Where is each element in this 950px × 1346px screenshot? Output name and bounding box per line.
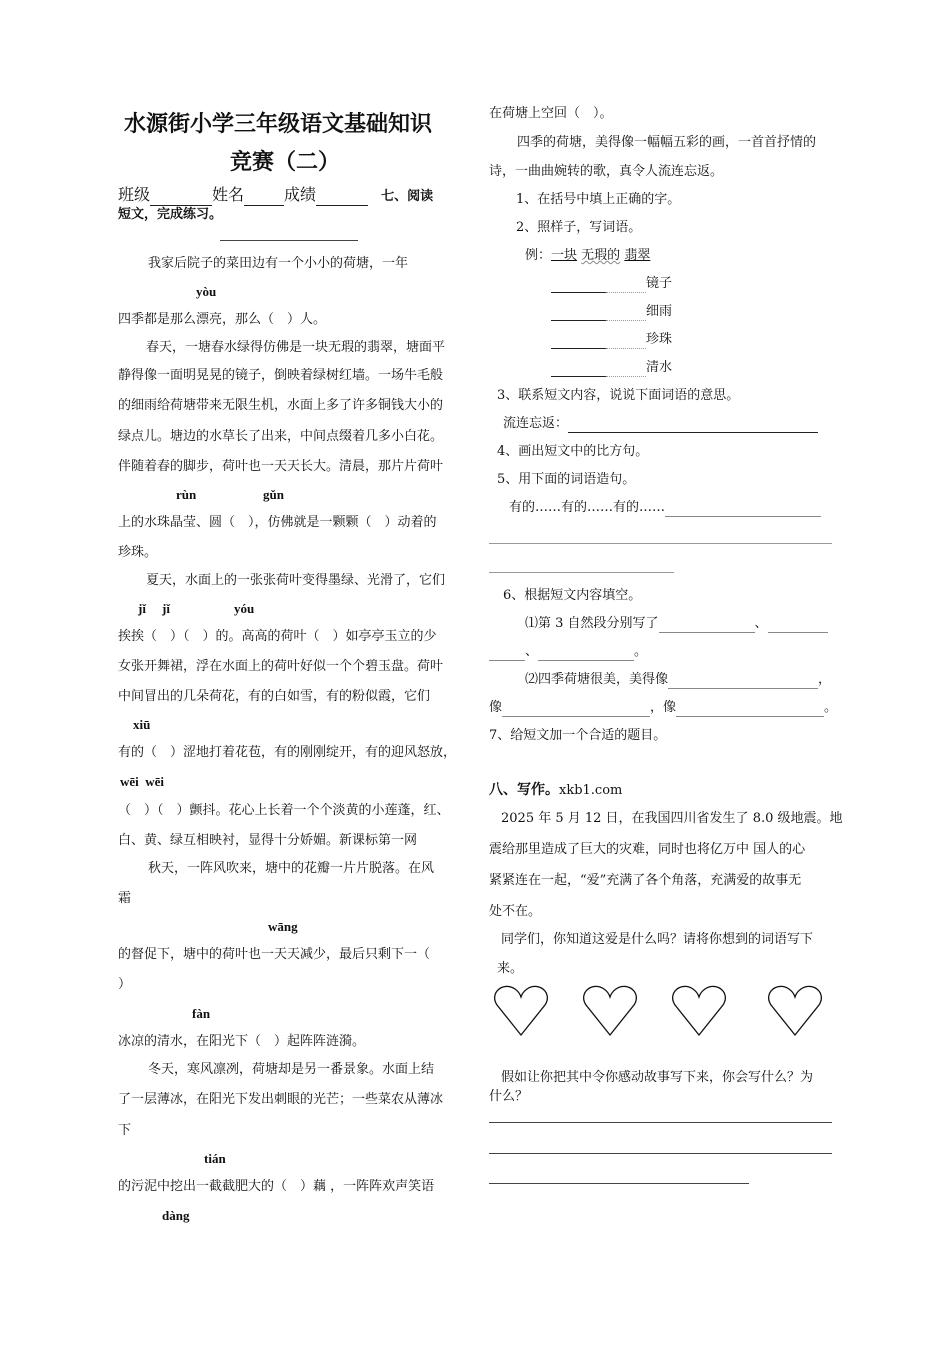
class-blank[interactable] [150,191,212,206]
q6-blank[interactable] [676,702,824,717]
question-2: 2、照样子，写词语。 [516,220,642,235]
writing-answer-line[interactable] [489,1183,749,1184]
q2-blank-wavy[interactable] [606,362,646,377]
section7-heading-b: 短文，完成练习。 [118,207,223,222]
q2-word: 珍珠 [646,332,673,347]
passage-line: 珍珠。 [118,545,158,560]
pinyin-wei: wēi wēi [120,774,165,789]
q6-2-row [525,671,831,689]
passage-line: 挨挨（ ）（ ）的。高高的荷叶（ ）如亭亭玉立的少 [118,629,437,644]
passage-line: 绿点儿。塘边的水草长了出来，中间点缀着几多小白花。 [118,429,444,444]
title-blank-line[interactable] [220,240,358,241]
q5-row [509,499,821,517]
question-4: 4、画出短文中的比方句。 [497,444,649,459]
q2-item [551,303,672,321]
writing-text: 假如让你把其中令你感动故事写下来，你会写什么？为 [501,1070,814,1085]
passage-line: 秋天，一阵风吹来，塘中的花瓣一片片脱落。在风 [148,861,435,876]
pinyin-you2: yóu [234,601,255,616]
example-part: 一块 [551,248,578,263]
section7-heading-a: 七、阅读 [381,189,434,204]
site-text: xkb1.com [559,783,623,798]
pinyin-run: rùn [176,487,197,502]
q2-blank[interactable] [551,362,606,377]
question-6: 6、根据短文内容填空。 [503,588,642,603]
passage-line: 诗，一曲曲婉转的歌，真令人流连忘返。 [489,164,724,179]
writing-text: 处不在。 [489,904,542,919]
question-1: 1、在括号中填上正确的字。 [516,192,681,207]
q3-row [503,415,818,433]
q2-word: 清水 [646,360,673,375]
q2-blank-wavy[interactable] [606,306,646,321]
score-blank[interactable] [316,191,368,206]
passage-line: 的督促下，塘中的荷叶也一天天减少，最后只剩下一（ [118,947,431,962]
q6-1-text: ⑴第 3 自然段分别写了 [525,616,659,631]
q6-sep: 、 [754,616,768,631]
passage-line: 霜 [118,891,132,906]
passage-line: 下 [118,1123,132,1138]
q6-blank[interactable] [659,618,755,633]
name-label: 姓名 [212,185,245,204]
passage-line: 冬天，寒风凛冽，荷塘却是另一番景象。水面上结 [148,1062,435,1077]
q6-blank[interactable] [668,674,818,689]
score-label: 成绩 [284,185,317,204]
passage-line: 上的水珠晶莹、圆（ ），仿佛就是一颗颗（ ）动着的 [118,515,437,530]
writing-text: 同学们，你知道这爱是什么吗？请将你想到的词语写下 [501,932,814,947]
q2-blank[interactable] [551,334,606,349]
heart-icon[interactable] [767,983,823,1037]
passage-line: 静得像一面明晃晃的镜子，倒映着绿树红墙。一场牛毛般 [118,368,444,383]
q2-item [551,275,672,293]
writing-text: 2025 年 5 月 12 日，在我国四川省发生了 8.0 级地震。地 [501,811,843,826]
passage-line: 在荷塘上空回（ ）。 [489,106,613,121]
q2-blank-wavy[interactable] [606,278,646,293]
q6-1-row2 [489,643,647,661]
q5-answer-line[interactable] [489,543,832,544]
q5-blank[interactable] [665,502,821,517]
passage-line: 白、黄、绿互相映衬，显得十分娇媚。新课标第一网 [118,833,418,848]
q3-blank[interactable] [568,418,818,433]
q2-item [551,331,672,349]
q6-2-text: ⑵四季荷塘很美，美得像 [525,672,669,687]
q6-2-row2 [489,699,837,717]
passage-line: 冰凉的清水，在阳光下（ ）起阵阵涟漪。 [118,1034,366,1049]
pinyin-ji: jǐ [162,601,170,616]
passage-line: 的污泥中挖出一截截肥大的（ ）藕 ，一阵阵欢声笑语 [118,1179,435,1194]
writing-text: 震给那里造成了巨大的灾难，同时也将亿万中 国人的心 [489,842,806,857]
class-label: 班级 [118,185,151,204]
q6-blank[interactable] [538,646,634,661]
pinyin-fan: fàn [192,1006,211,1021]
q6-sep: 、 [525,644,539,659]
passage-line: 四季都是那么漂亮，那么（ ）人。 [118,312,327,327]
heart-icon[interactable] [582,983,638,1037]
passage-line: 伴随着春的脚步，荷叶也一天天长大。清晨，那片片荷叶 [118,459,444,474]
pinyin-xiu: xiū [133,717,151,732]
pinyin-gun: gǔn [263,487,284,502]
writing-text: 紧紧连在一起，“爱”充满了各个角落，充满爱的故事无 [489,873,802,888]
passage-line: 了一层薄冰，在阳光下发出刺眼的光芒；一些菜农从薄冰 [118,1092,444,1107]
q6-comma: ， [818,672,832,687]
q5-words: 有的……有的……有的…… [509,500,666,515]
writing-text: 来。 [497,961,524,976]
header-row [118,186,433,206]
example-part: 翡翠 [624,248,651,263]
q2-word: 细雨 [646,304,673,319]
pinyin-tian: tián [204,1151,226,1166]
heart-icon[interactable] [493,983,549,1037]
question-3: 3、联系短文内容，说说下面词语的意思。 [497,388,740,403]
pinyin-you: yòu [196,284,217,299]
passage-line: ） [118,977,132,992]
q3-word: 流连忘返： [503,416,569,431]
passage-line: （ ）（ ）颤抖。花心上长着一个个淡黄的小莲蓬，红、 [118,803,450,818]
q6-like: 像 [489,700,503,715]
pinyin-wang: wāng [268,919,298,934]
writing-text: 什么？ [489,1089,529,1104]
section8-heading [489,781,622,800]
q2-blank-wavy[interactable] [606,334,646,349]
passage-line: 四季的荷塘，美得像一幅幅五彩的画，一首首抒情的 [517,135,817,150]
q2-word: 镜子 [646,276,673,291]
pinyin-dang: dàng [162,1208,190,1223]
writing-answer-line[interactable] [489,1153,832,1154]
question-5: 5、用下面的词语造句。 [497,472,636,487]
pinyin-ji: jǐ [138,601,146,616]
q5-answer-line[interactable] [489,572,674,573]
passage-line: 中间冒出的几朵荷花，有的白如雪，有的粉似霞，它们 [118,689,431,704]
heart-icon[interactable] [671,983,727,1037]
passage-line: 的细雨给荷塘带来无限生机，水面上多了许多铜钱大小的 [118,398,444,413]
q6-1-row [525,615,828,633]
q6-blank[interactable] [768,618,828,633]
q6-end: 。 [824,700,838,715]
passage-line: 有的（ ）涩地打着花苞，有的刚刚绽开，有的迎风怒放， [118,745,457,760]
page-title-line2: 竞赛（二） [230,149,341,175]
question-7: 7、给短文加一个合适的题目。 [489,728,667,743]
q2-blank[interactable] [551,278,606,293]
passage-line: 女张开舞裙，浮在水面上的荷叶好似一个个碧玉盘。荷叶 [118,659,444,674]
page-title-line1: 水源街小学三年级语文基础知识 [124,111,433,137]
example-part: 无瑕的 [581,248,621,263]
passage-line: 春天，一塘春水绿得仿佛是一块无瑕的翡翠，塘面平 [146,340,446,355]
q2-blank[interactable] [551,306,606,321]
section8-title: 八、写作。 [489,782,559,798]
passage-line: 夏天，水面上的一张张荷叶变得墨绿、光滑了，它们 [146,573,446,588]
example-label: 例： [525,248,552,263]
q2-item [551,359,672,377]
q6-end: 。 [634,644,648,659]
q2-example [525,247,650,265]
name-blank[interactable] [244,191,284,206]
writing-answer-line[interactable] [489,1122,832,1123]
passage-line: 我家后院子的菜田边有一个小小的荷塘，一年 [148,256,409,271]
q6-blank[interactable] [502,702,650,717]
q6-like2: ，像 [650,700,677,715]
q6-blank[interactable] [489,646,525,661]
